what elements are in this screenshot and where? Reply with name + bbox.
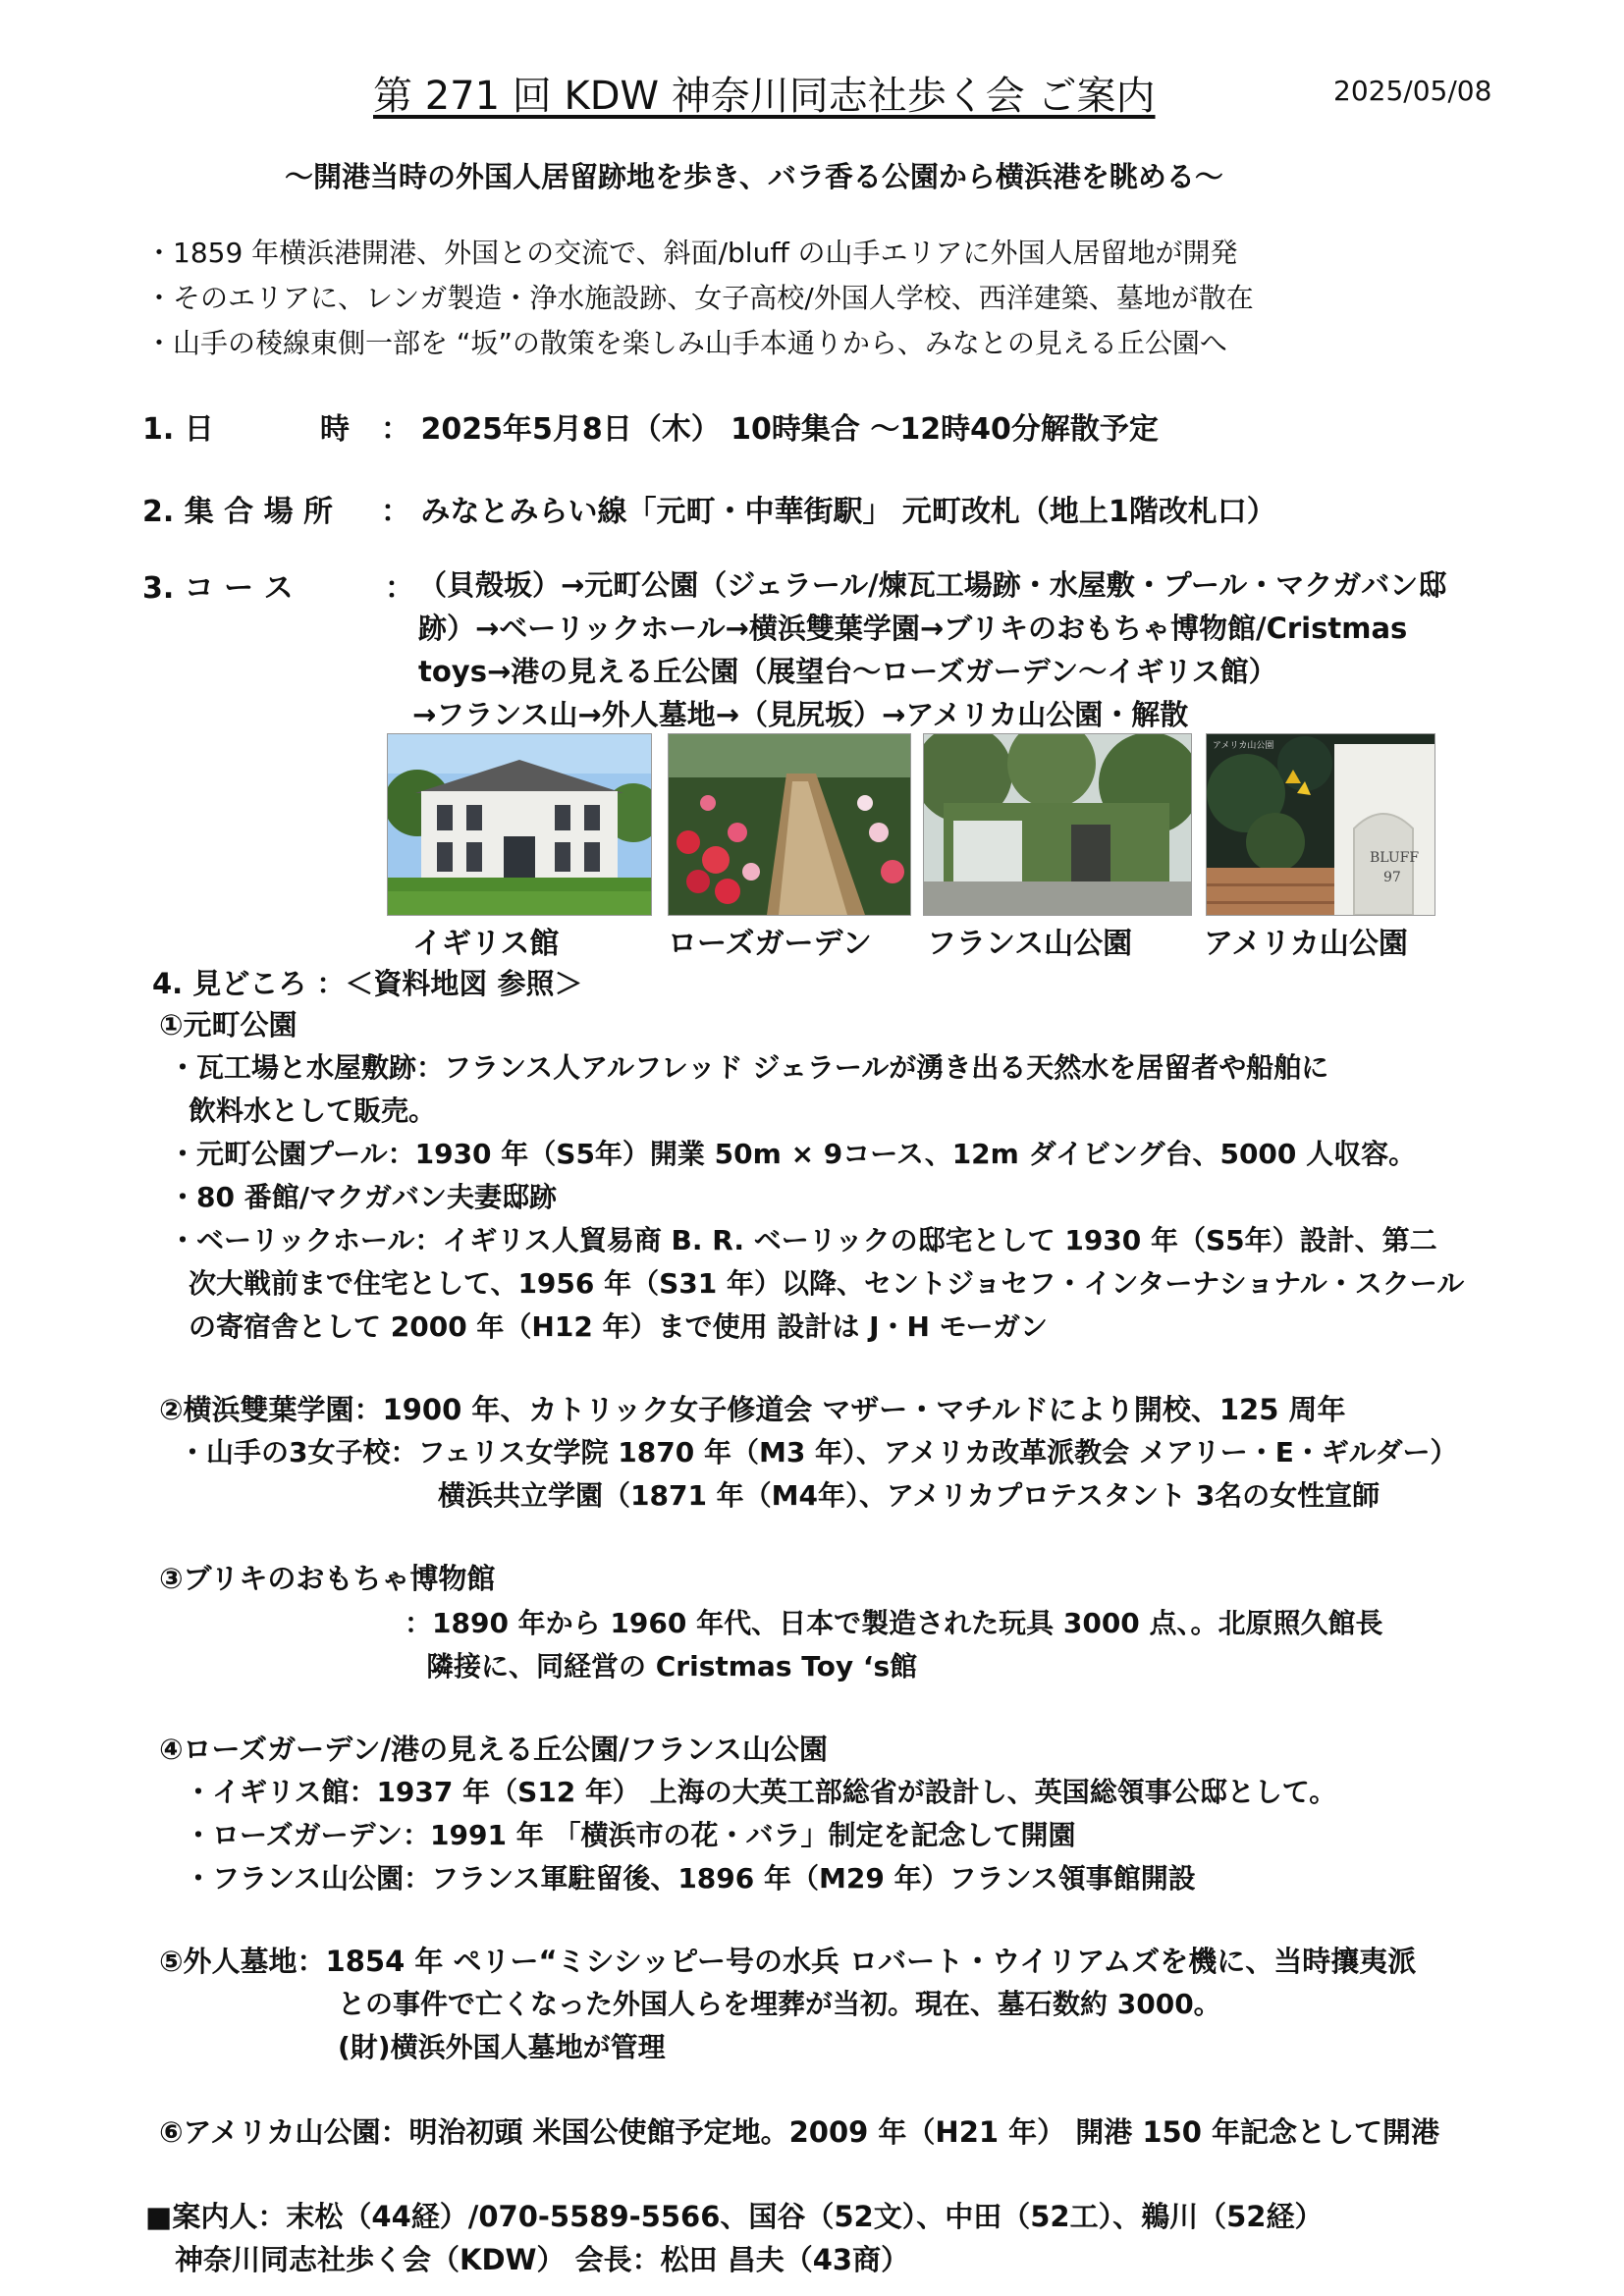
section-2-title: ②横浜雙葉学園：1900 年、カトリック女子修道会 マザー・マチルドにより開校、125 周年	[159, 1393, 1346, 1426]
document-title: 第 271 回 KDW 神奈川同志社歩く会 ご案内	[373, 74, 1156, 119]
section-5-line: (財)横浜外国人墓地が管理	[338, 2031, 666, 2063]
course-line-1: （貝殻坂）→元町公園（ジェラール/煉瓦工場跡・水屋敷・プール・マクガバン邸	[418, 568, 1447, 602]
course-line-2: 跡）→ベーリックホール→横浜雙葉学園→ブリキのおもちゃ博物館/Cristmas	[418, 612, 1408, 645]
section-1-line: ・瓦工場と水屋敷跡：フランス人アルフレッド ジェラールが湧き出る天然水を居留者や船舶に	[169, 1051, 1329, 1084]
section-5-line: との事件で亡くなった外国人らを埋葬が当初。現在、墓石数約 3000。	[338, 1988, 1221, 2020]
place-value: ： みなとみらい線「元町・中華街駅」 元町改札（地上1階改札口）	[381, 495, 1276, 529]
section-2-line: ・山手の3女子校：フェリス女学院 1870 年（M3 年）、アメリカ改革派教会 メアリー・E・ギルダー）	[179, 1436, 1458, 1468]
photo-rose-garden	[668, 733, 911, 916]
when-value: ： 2025年5月8日（木） 10時集合 ～12時40分解散予定	[381, 412, 1159, 447]
photo-america-yama-park	[1206, 733, 1435, 916]
course-line-3: toys→港の見える丘公園（展望台～ローズガーデン～イギリス館）	[418, 655, 1277, 688]
section-5-title: ⑤外人墓地：1854 年 ペリー“ミシシッピー号の水兵 ロバート・ウイリアムズを機に、当時攘夷派	[159, 1945, 1417, 1978]
photo-france-yama-park	[923, 733, 1192, 916]
footer-society: 神奈川同志社歩く会（KDW） 会長：松田 昌夫（43商）	[175, 2243, 910, 2276]
photo-british-house	[387, 733, 652, 916]
section-4-title: ④ローズガーデン/港の見える丘公園/フランス山公園	[159, 1733, 828, 1766]
caption-america-yama: アメリカ山公園	[1204, 927, 1408, 961]
when-label-end: 時	[320, 412, 350, 447]
intro-line-2: ・そのエリアに、レンガ製造・浄水施設跡、女子高校/外国人学校、西洋建築、墓地が散在	[145, 282, 1254, 314]
section-1-line: ・ベーリックホール：イギリス人貿易商 B. R. ベーリックの邸宅として 1930 年（S5年）設計、第二	[169, 1224, 1437, 1256]
sign-number: 97	[1383, 870, 1401, 885]
footer-guides: ■案内人：末松（44経）/070-5589-5566、国谷（52文）、中田（52工）、鵜川（52経）	[145, 2200, 1324, 2233]
section-3-line: 隣接に、同経営の Cristmas Toy ‘s館	[426, 1650, 918, 1682]
corner-label: アメリカ山公園	[1213, 741, 1274, 751]
section-2-line: 横浜共立学園（1871 年（M4年）、アメリカプロテスタント 3名の女性宣師	[438, 1479, 1380, 1512]
caption-rose-garden: ローズガーデン	[668, 927, 872, 961]
course-line-4: →フランス山→外人墓地→（見尻坂）→アメリカ山公園・解散	[412, 698, 1189, 731]
sign-text: BLUFF	[1370, 850, 1420, 866]
when-label: 1. 日	[142, 412, 214, 447]
section-1-line: 飲料水として販売。	[189, 1095, 437, 1127]
section-4-line: ・フランス山公園：フランス軍駐留後、1896 年（M29 年）フランス領事館開設	[185, 1862, 1196, 1895]
document-date: 2025/05/08	[1333, 75, 1492, 107]
highlights-heading: 4. 見どころ ：＜資料地図 参照＞	[152, 967, 583, 1000]
place-label: 2. 集 合 場 所	[142, 495, 334, 529]
course-label: 3. コ ー ス	[142, 571, 294, 606]
section-1-line: ・80 番館/マクガバン夫妻邸跡	[169, 1181, 557, 1213]
section-4-line: ・イギリス館：1937 年（S12 年） 上海の大英工部総省が設計し、英国総領事公邸として。	[185, 1776, 1337, 1808]
section-1-title: ①元町公園	[159, 1008, 298, 1041]
caption-france-yama: フランス山公園	[927, 927, 1133, 961]
intro-line-3: ・山手の稜線東側一部を “坂”の散策を楽しみ山手本通りから、みなとの見える丘公園へ	[145, 327, 1227, 359]
section-1-line: 次大戦前まで住宅として、1956 年（S31 年）以降、セントジョセフ・インターナショナル・スクール	[189, 1267, 1465, 1300]
intro-line-1: ・1859 年横浜港開港、外国との交流で、斜面/bluff の山手エリアに外国人居留地が開発	[145, 237, 1238, 269]
course-colon: ：	[385, 571, 414, 606]
section-1-line: の寄宿舎として 2000 年（H12 年）まで使用 設計は J・H モーガン	[189, 1310, 1048, 1343]
section-3-line: ：1890 年から 1960 年代、日本で製造された玩具 3000 点、。北原照久館長	[405, 1607, 1383, 1639]
document-subtitle: ～開港当時の外国人居留跡地を歩き、バラ香る公園から横浜港を眺める～	[285, 160, 1223, 193]
caption-british-house: イギリス館	[412, 927, 560, 961]
section-3-title: ③ブリキのおもちゃ博物館	[159, 1562, 496, 1595]
section-1-line: ・元町公園プール：1930 年（S5年）開業 50m × 9コース、12m ダイビング台、5000 人収容。	[169, 1138, 1417, 1170]
section-6-title: ⑥アメリカ山公園：明治初頭 米国公使館予定地。2009 年（H21 年） 開港 150 年記念として開港	[159, 2115, 1439, 2149]
section-4-line: ・ローズガーデン：1991 年 「横浜市の花・バラ」制定を記念して開園	[185, 1819, 1076, 1851]
